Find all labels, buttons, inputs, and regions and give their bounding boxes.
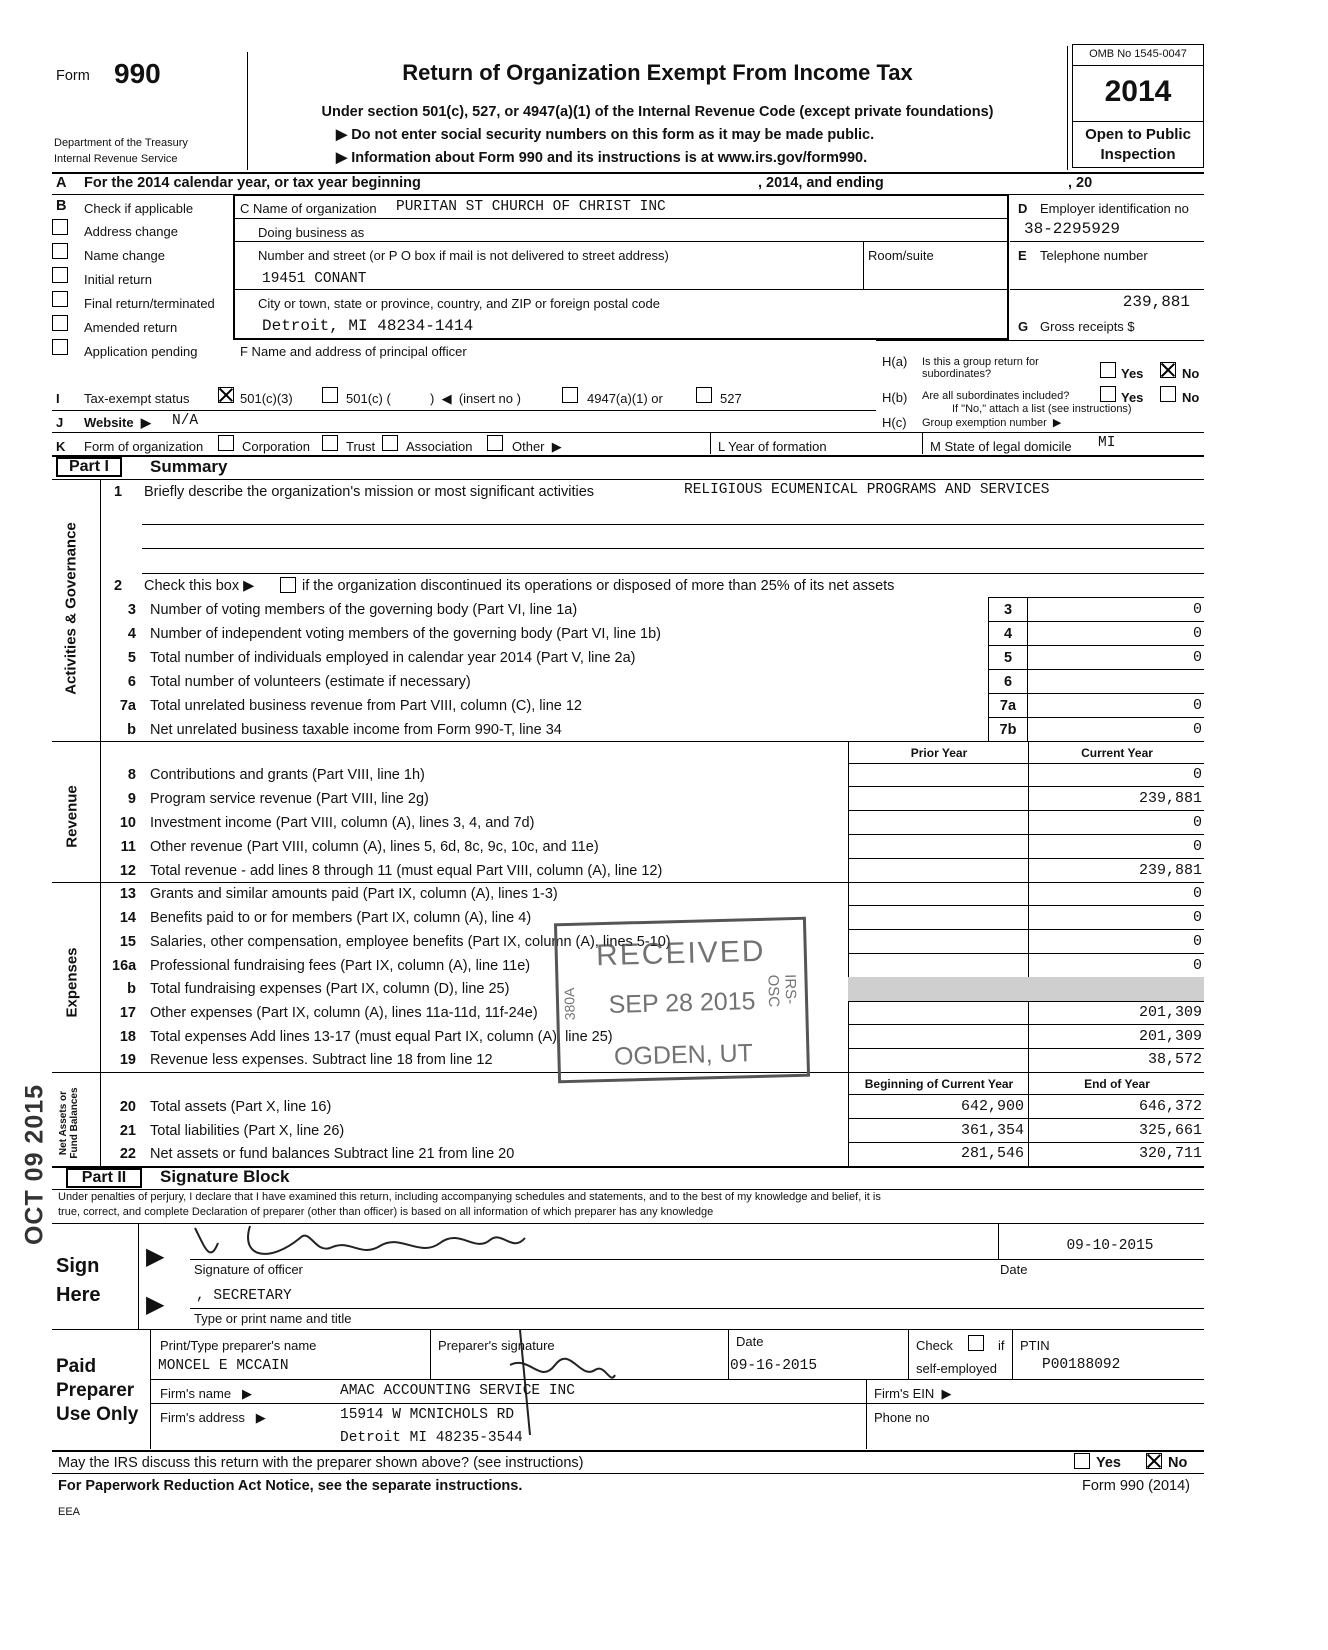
type-print-label: Type or print name and title bbox=[194, 1311, 352, 1326]
line-a-text: For the 2014 calendar year, or tax year beginning bbox=[84, 175, 421, 191]
line-row: 19 Revenue less expenses. Subtract line 18 from line 12 bbox=[119, 1052, 493, 1068]
city-value: Detroit, MI 48234-1414 bbox=[262, 317, 474, 335]
tax-year: 2014 bbox=[1104, 75, 1172, 108]
line2: Check this box ▶ bbox=[144, 578, 255, 594]
line-row: 6 Total number of volunteers (estimate if necessary) bbox=[127, 674, 471, 690]
stamp-date: SEP 28 2015 bbox=[608, 987, 756, 1019]
stamp-side-right: IRS-OSC bbox=[764, 973, 800, 1008]
checkbox-ha-yes[interactable] bbox=[1100, 362, 1116, 378]
line-a-mid: , 2014, and ending bbox=[758, 175, 884, 191]
col-current-year: Current Year bbox=[1081, 746, 1153, 760]
line-row: b Net unrelated business taxable income from Form 990-T, line 34 bbox=[127, 722, 562, 738]
paperwork-notice: For Paperwork Reduction Act Notice, see the separate instructions. bbox=[58, 1478, 523, 1494]
dept-line1: Department of the Treasury bbox=[54, 137, 188, 149]
line-row: 18 Total expenses Add lines 13-17 (must equal Part IX, column (A), line 25) bbox=[119, 1029, 613, 1045]
ein-label: Employer identification no bbox=[1040, 201, 1189, 216]
preparer-name: MONCEL E MCCAIN bbox=[158, 1358, 289, 1374]
arrow-right-icon: ▶ bbox=[146, 1243, 165, 1270]
ein-value: 38-2295929 bbox=[1024, 220, 1121, 238]
line-row: 7a Total unrelated business revenue from Part VIII, column (C), line 12 bbox=[119, 698, 582, 714]
line1-desc: Briefly describe the organization's mission or most significant activities bbox=[144, 484, 595, 500]
dba-label: Doing business as bbox=[258, 225, 365, 240]
public-line2: Inspection bbox=[1100, 146, 1176, 163]
arrow-right-icon: ▶ bbox=[243, 578, 255, 594]
omb-box bbox=[1072, 44, 1204, 168]
checkbox-discuss-yes[interactable] bbox=[1074, 1453, 1090, 1469]
line-row: 4 Number of independent voting members of the governing body (Part VI, line 1b) bbox=[127, 626, 662, 642]
sign-label: Sign bbox=[56, 1255, 100, 1277]
street-label: Number and street (or P O box if mail is not delivered to street address) bbox=[258, 248, 669, 263]
notice-ssn: ▶ Do not enter social security numbers on this form as it may be made public. bbox=[336, 127, 875, 143]
sign-date-label: Date bbox=[1000, 1262, 1028, 1277]
stamp-location: OGDEN, UT bbox=[613, 1039, 754, 1071]
checkbox-ha-no[interactable] bbox=[1160, 362, 1176, 378]
street-value: 19451 CONANT bbox=[262, 271, 367, 287]
line-row: 3 Number of voting members of the governing body (Part VI, line 1a) bbox=[127, 602, 578, 618]
line-row: 10 Investment income (Part VIII, column (A), lines 3, 4, and 7d) bbox=[119, 815, 535, 831]
omb-number: OMB No 1545-0047 bbox=[1089, 48, 1187, 60]
line-row: 13 Grants and similar amounts paid (Part IX, column (A), lines 1-3) bbox=[119, 886, 558, 902]
paid-label: Paid bbox=[56, 1356, 97, 1377]
checkbox-hb-no[interactable] bbox=[1160, 386, 1176, 402]
use-only-label: Use Only bbox=[56, 1404, 139, 1425]
mission-text: RELIGIOUS ECUMENICAL PROGRAMS AND SERVICES bbox=[684, 482, 1050, 498]
line-row: 14 Benefits paid to or for members (Part IX, column (A), line 4) bbox=[119, 910, 532, 926]
officer-signature bbox=[190, 1218, 540, 1278]
dept-line2: Internal Revenue Service bbox=[54, 153, 178, 165]
side-label-net-assets: Net Assets or Fund Balances bbox=[58, 1087, 80, 1159]
side-label-revenue: Revenue bbox=[63, 785, 81, 848]
firm-address-line1: 15914 W MCNICHOLS RD bbox=[340, 1407, 515, 1423]
arrow-right-icon: ▶ bbox=[1049, 417, 1062, 429]
line-row: 8 Contributions and grants (Part VIII, line 1h) bbox=[127, 767, 425, 783]
form-word: Form bbox=[56, 68, 90, 84]
col-end-year: End of Year bbox=[1084, 1077, 1150, 1091]
preparer-label: Preparer bbox=[56, 1380, 135, 1401]
line-row: 20 Total assets (Part X, line 16) bbox=[119, 1099, 332, 1115]
check-if-applicable: Check if applicable bbox=[84, 201, 194, 216]
checkbox-amended-return[interactable] bbox=[52, 315, 68, 331]
arrow-right-icon: ▶ bbox=[234, 1386, 252, 1401]
gross-receipts-label: Gross receipts $ bbox=[1040, 319, 1135, 334]
arrow-right-icon: ▶ bbox=[336, 150, 348, 166]
firm-address-line2: Detroit MI 48235-3544 bbox=[340, 1430, 523, 1446]
line-row: 22 Net assets or fund balances Subtract line 21 from line 20 bbox=[119, 1146, 515, 1162]
phone-label: Telephone number bbox=[1040, 248, 1148, 263]
side-label-governance: Activities & Governance bbox=[62, 522, 80, 695]
line-row: 16a Professional fundraising fees (Part IX, column (A), line 11e) bbox=[112, 958, 531, 974]
checkbox-trust[interactable] bbox=[322, 435, 338, 451]
checkbox-self-employed[interactable] bbox=[968, 1335, 984, 1351]
col-prior-year: Prior Year bbox=[910, 746, 968, 760]
form-reference: Form 990 (2014) bbox=[1082, 1478, 1190, 1494]
sign-date: 09-10-2015 bbox=[1066, 1238, 1154, 1254]
arrow-right-icon: ▶ bbox=[248, 1410, 266, 1425]
line-row: 17 Other expenses (Part IX, column (A), lines 11a-11d, 11f-24e) bbox=[119, 1005, 538, 1021]
form-subtitle: Under section 501(c), 527, or 4947(a)(1) of the Internal Revenue Code (except private foundations) bbox=[321, 104, 994, 120]
received-stamp bbox=[554, 917, 810, 1084]
checkbox-address-change[interactable] bbox=[52, 219, 68, 235]
org-name-label: C Name of organization bbox=[240, 201, 377, 216]
ptin-value: P00188092 bbox=[1042, 1357, 1121, 1373]
part1-title: Summary bbox=[150, 457, 228, 476]
public-line1: Open to Public bbox=[1085, 126, 1191, 143]
org-name: PURITAN ST CHURCH OF CHRIST INC bbox=[396, 199, 666, 215]
room-label: Room/suite bbox=[868, 248, 934, 263]
eea-code: EEA bbox=[58, 1506, 81, 1518]
preparer-date: 09-16-2015 bbox=[730, 1358, 818, 1374]
margin-date-stamp: OCT 09 2015 bbox=[20, 1083, 49, 1246]
form-number: 990 bbox=[114, 58, 161, 89]
stamp-side-left: 380A bbox=[560, 987, 578, 1021]
penalty-line2: true, correct, and complete Declaration of preparer (other than officer) is based on all information of which preparer has any knowledge bbox=[58, 1206, 714, 1218]
arrow-right-icon: ▶ bbox=[146, 1291, 165, 1318]
discuss-question: May the IRS discuss this return with the preparer shown above? (see instructions) bbox=[58, 1455, 584, 1471]
line-row: 9 Program service revenue (Part VIII, line 2g) bbox=[127, 791, 429, 807]
form-title: Return of Organization Exempt From Income Tax bbox=[402, 60, 913, 85]
checkbox-501c3[interactable] bbox=[218, 387, 234, 403]
checkbox-501c-other[interactable] bbox=[322, 387, 338, 403]
checkbox-final-return[interactable] bbox=[52, 291, 68, 307]
checkbox-initial-return[interactable] bbox=[52, 267, 68, 283]
arrow-right-icon: ▶ bbox=[937, 1386, 952, 1401]
checkbox-discontinued[interactable] bbox=[280, 577, 296, 593]
line-row: 21 Total liabilities (Part X, line 26) bbox=[119, 1123, 345, 1139]
officer-title: , SECRETARY bbox=[196, 1288, 292, 1304]
notice-info: ▶ Information about Form 990 and its instructions is at www.irs.gov/form990. bbox=[336, 150, 868, 166]
arrow-right-icon: ▶ bbox=[336, 127, 348, 143]
signature-officer-label: Signature of officer bbox=[194, 1262, 303, 1277]
arrow-left-icon: ◀ bbox=[437, 391, 456, 406]
line-row: 11 Other revenue (Part VIII, column (A), lines 5, 6d, 8c, 9c, 10c, and 11e) bbox=[120, 839, 599, 855]
checkbox-association[interactable] bbox=[382, 435, 398, 451]
shaded-cell bbox=[848, 977, 1204, 1001]
line-row: b Total fundraising expenses (Part IX, column (D), line 25) bbox=[127, 981, 510, 997]
arrow-right-icon: ▶ bbox=[137, 415, 151, 430]
checkbox-other[interactable] bbox=[487, 435, 503, 451]
arrow-right-icon: ▶ bbox=[548, 439, 562, 454]
officer-label: F Name and address of principal officer bbox=[240, 344, 467, 359]
city-label: City or town, state or province, country, and ZIP or foreign postal code bbox=[258, 296, 660, 311]
gross-receipts-value: 239,881 bbox=[1122, 293, 1190, 311]
website-value: N/A bbox=[172, 413, 199, 429]
part2-title: Signature Block bbox=[160, 1167, 290, 1186]
state-domicile: MI bbox=[1098, 435, 1116, 451]
checkbox-hb-yes[interactable] bbox=[1100, 386, 1116, 402]
checkbox-527[interactable] bbox=[696, 387, 712, 403]
here-label: Here bbox=[56, 1284, 101, 1306]
penalty-line1: Under penalties of perjury, I declare that I have examined this return, including accompanying schedules and statements, and to the best of my knowledge and belief, it is bbox=[58, 1191, 881, 1203]
line-a-end: , 20 bbox=[1068, 175, 1093, 191]
col-begin-year: Beginning of Current Year bbox=[864, 1077, 1014, 1091]
firm-name: AMAC ACCOUNTING SERVICE INC bbox=[340, 1383, 575, 1399]
checkbox-discuss-no[interactable] bbox=[1146, 1453, 1162, 1469]
part2-tag: Part II bbox=[66, 1168, 142, 1188]
line-row: 12 Total revenue - add lines 8 through 11 (must equal Part VIII, column (A), line 12) bbox=[119, 863, 663, 879]
checkbox-name-change[interactable] bbox=[52, 243, 68, 259]
line-row: 15 Salaries, other compensation, employee benefits (Part IX, column (A), lines 5-10) bbox=[119, 934, 671, 950]
checkbox-corporation[interactable] bbox=[218, 435, 234, 451]
checkbox-application-pending[interactable] bbox=[52, 339, 68, 355]
side-label-expenses: Expenses bbox=[63, 947, 81, 1018]
stamp-received: RECEIVED bbox=[595, 934, 766, 973]
checkbox-4947[interactable] bbox=[562, 387, 578, 403]
part1-tag: Part I bbox=[56, 457, 122, 477]
line-row: 5 Total number of individuals employed in calendar year 2014 (Part V, line 2a) bbox=[127, 650, 636, 666]
